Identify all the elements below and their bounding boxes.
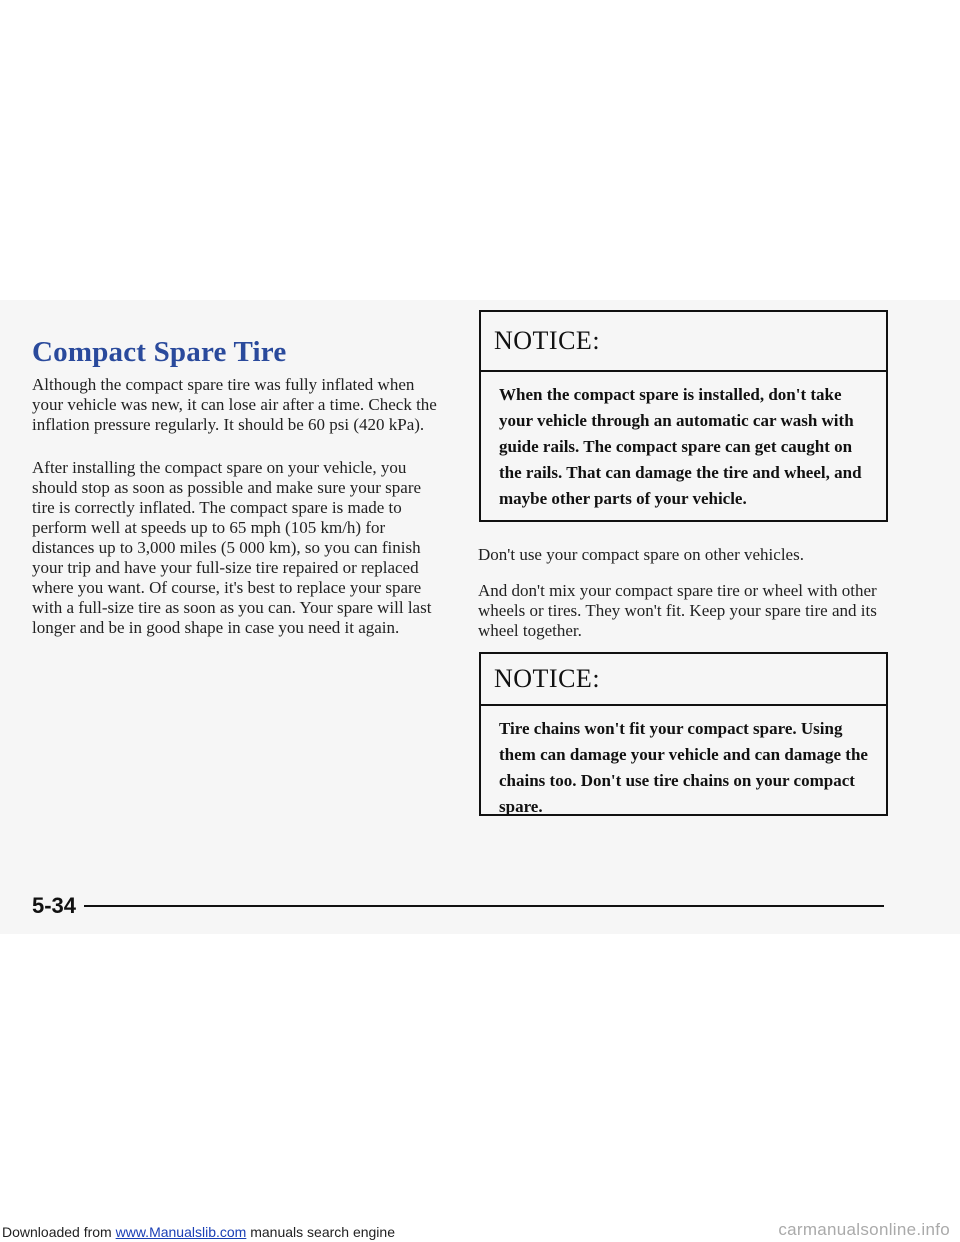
download-suffix: manuals search engine <box>246 1224 395 1240</box>
notice-heading: NOTICE: <box>481 312 886 372</box>
notice-body: When the compact spare is installed, don't take your vehicle through an automatic car wash with guide rails. The compact spare can get caught on the rails. That can damage the tire and wheel, and maybe other parts of your vehicle. <box>499 385 862 508</box>
inflation-paragraph: Although the compact spare tire was fully inflated when your vehicle was new, it can lose air after a time. Check the inflation pressure regularly. It should be 60 psi (420 kPa). <box>32 375 437 434</box>
notice-heading: NOTICE: <box>481 654 886 706</box>
footer-rule <box>84 905 884 907</box>
watermark: carmanualsonline.info <box>778 1220 950 1239</box>
page-number: 5-34 <box>32 893 77 918</box>
section-title: Compact Spare Tire <box>32 336 287 368</box>
manualslib-link[interactable]: www.Manualslib.com <box>115 1224 247 1240</box>
download-prefix: Downloaded from <box>2 1224 116 1240</box>
download-banner <box>2 1224 395 1240</box>
notice-box-tire-chains <box>479 652 888 816</box>
notice-body: Tire chains won't fit your compact spare. Using them can damage your vehicle and can damage the chains too. Don't use tire chains on your compact spare. <box>499 719 868 816</box>
dont-mix-paragraph: And don't mix your compact spare tire or wheel with other wheels or tires. They won't fit. Keep your spare tire and its wheel together. <box>478 581 877 640</box>
after-installing-paragraph: After installing the compact spare on your vehicle, you should stop as soon as possible and make sure your spare tire is correctly inflated. The compact spare is made to perform well at speeds up to 65 mph (105 km/h) for distances up to 3,000 miles (5 000 km), so you can finish your trip and have your full-size tire repaired or replaced where you want. Of course, it's best to replace your spare with a full-size tire as soon as you can. Your spare will last longer and be in good shape in case you need it again. <box>32 458 432 637</box>
other-vehicles-paragraph: Don't use your compact spare on other vehicles. <box>478 545 804 564</box>
notice-box-car-wash <box>479 310 888 522</box>
